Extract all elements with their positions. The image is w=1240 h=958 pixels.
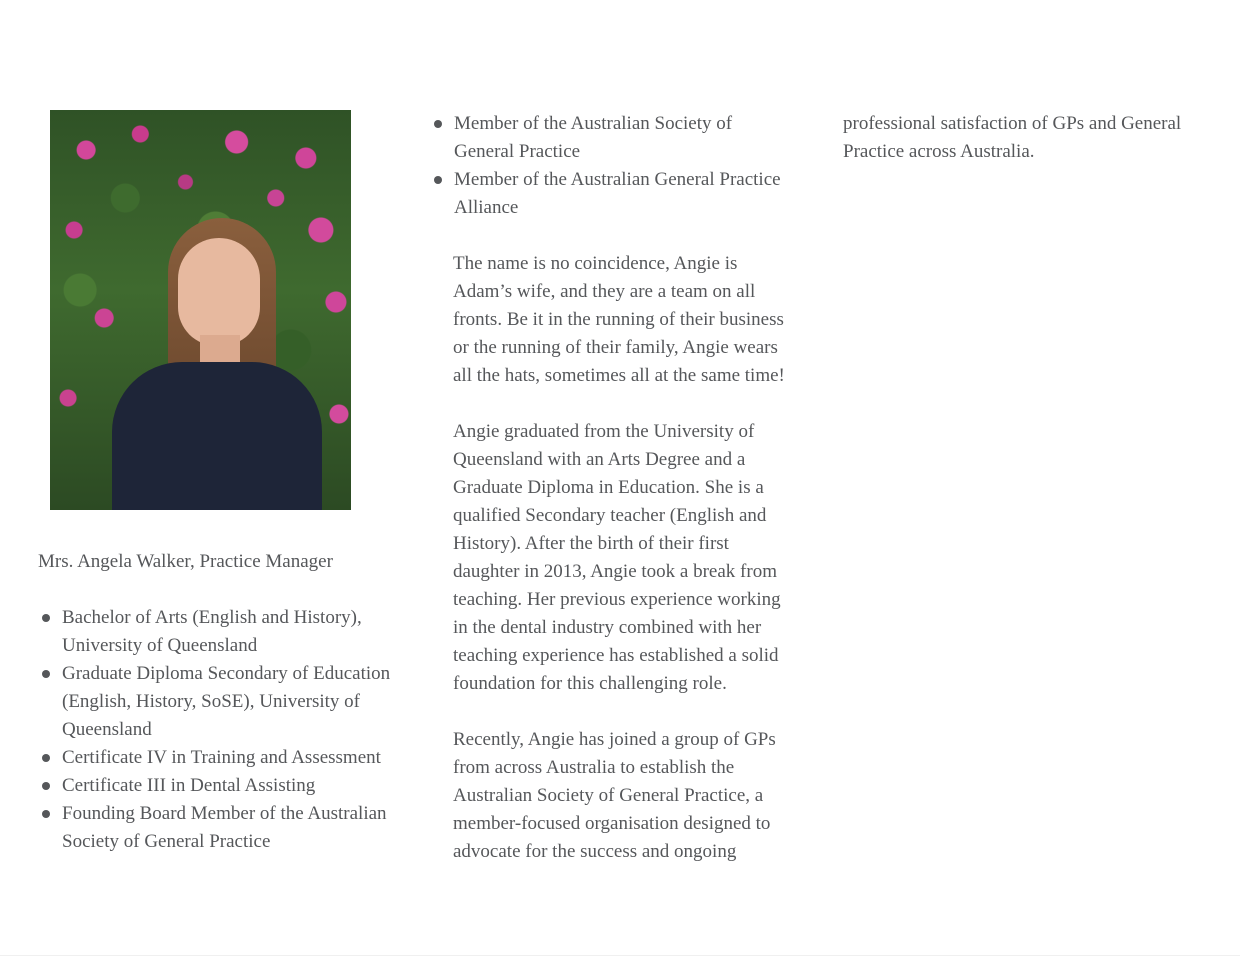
- profile-photo: [50, 110, 351, 510]
- profile-caption: Mrs. Angela Walker, Practice Manager: [38, 551, 333, 572]
- list-item: [430, 166, 790, 222]
- bullet-icon: [42, 810, 50, 818]
- list-item-text: Member of the Australian General Practice Alliance: [454, 169, 781, 218]
- list-item-text: Member of the Australian Society of General Practice: [454, 113, 733, 162]
- bullet-icon: [42, 614, 50, 622]
- list-item: [38, 800, 398, 856]
- profile-column-middle: [430, 110, 790, 866]
- memberships-list: [430, 110, 790, 222]
- bio-paragraph: Angie graduated from the University of Queensland with an Arts Degree and a Graduate Diploma in Education. She is a qualified Secondary teacher (English and History). After the birth of their first daughter in 2013, Angie took a break from teaching. Her previous experience working in the dental industry combined with her teaching experience has established a solid foundation for this challenging role.: [453, 421, 781, 694]
- list-item-text: Bachelor of Arts (English and History), University of Queensland: [62, 607, 362, 656]
- list-item: [38, 660, 398, 744]
- page-divider: [0, 955, 1240, 956]
- bullet-icon: [434, 176, 442, 184]
- profile-column-left: [38, 110, 398, 856]
- qualifications-list: [38, 604, 398, 856]
- photo-face: [178, 238, 260, 346]
- list-item-text: Graduate Diploma Secondary of Education (English, History, SoSE), University of Queensland: [62, 663, 391, 740]
- bullet-icon: [42, 670, 50, 678]
- bullet-icon: [42, 782, 50, 790]
- bio-paragraph: The name is no coincidence, Angie is Adam’s wife, and they are a team on all fronts. Be it in the running of their business or the running of their family, Angie wears all the hats, sometimes all at the same time!: [453, 253, 785, 386]
- list-item-text: Certificate III in Dental Assisting: [62, 775, 316, 796]
- profile-column-right: [843, 110, 1203, 166]
- list-item-text: Founding Board Member of the Australian Society of General Practice: [62, 803, 387, 852]
- photo-body: [112, 362, 322, 510]
- bio-paragraph-continuation: professional satisfaction of GPs and General Practice across Australia.: [843, 113, 1182, 162]
- list-item: [38, 744, 398, 772]
- list-item: [38, 604, 398, 660]
- bullet-icon: [42, 754, 50, 762]
- bio-paragraph: Recently, Angie has joined a group of GPs from across Australia to establish the Australian Society of General Practice, a member-focused organisation designed to advocate for the success and ongoing: [453, 729, 776, 862]
- list-item: [430, 110, 790, 166]
- list-item: [38, 772, 398, 800]
- bullet-icon: [434, 120, 442, 128]
- list-item-text: Certificate IV in Training and Assessment: [62, 747, 381, 768]
